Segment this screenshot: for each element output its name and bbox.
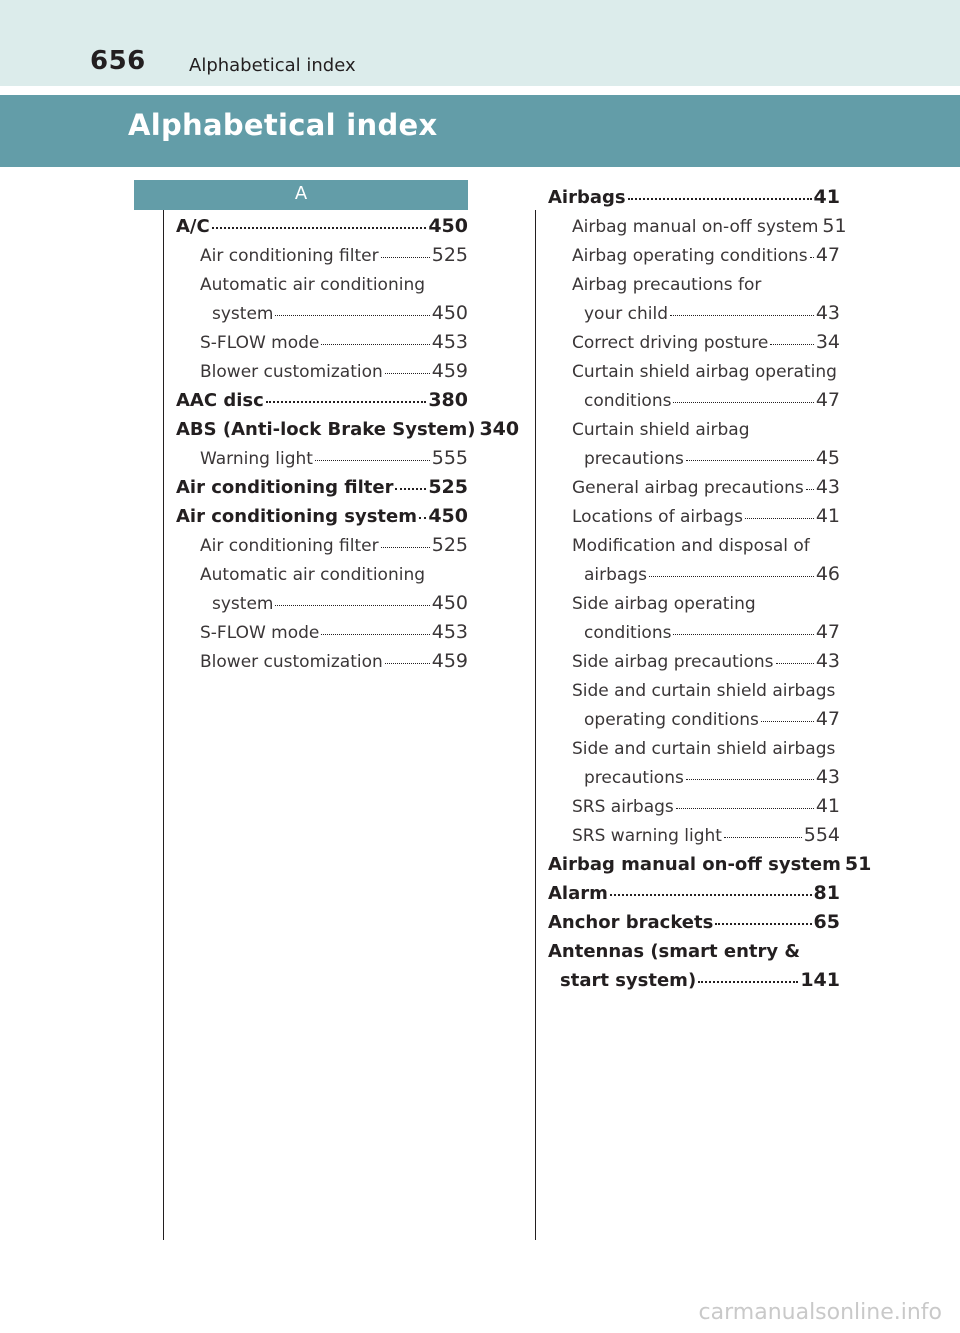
dot-leader: [673, 634, 813, 635]
dot-leader: [381, 547, 430, 548]
index-term: system: [212, 594, 274, 614]
dot-leader: [266, 401, 427, 403]
index-entry: [548, 270, 840, 299]
index-page-number: 34: [815, 331, 840, 353]
index-term: Side and curtain shield airbags: [572, 681, 836, 701]
index-term: Anchor brackets: [548, 912, 714, 933]
index-page-number: 525: [431, 534, 468, 556]
index-term: airbags: [584, 565, 647, 585]
right-column-rule: [535, 210, 536, 1240]
index-page-number: 450: [428, 215, 468, 237]
index-entry: [548, 937, 840, 966]
index-term: ABS (Anti-lock Brake System): [176, 419, 476, 440]
index-page-number: 41: [813, 186, 840, 208]
index-page-number: 45: [815, 447, 840, 469]
dot-leader: [698, 981, 798, 983]
index-term: Warning light: [200, 449, 313, 469]
index-entry: [176, 328, 468, 357]
index-term: conditions: [584, 623, 672, 643]
index-term: Correct driving posture: [572, 333, 769, 353]
page-number: 656: [90, 46, 146, 76]
index-page-number: 51: [822, 215, 847, 237]
dot-leader: [724, 837, 802, 838]
dot-leader: [419, 517, 426, 519]
index-entry: [548, 705, 840, 734]
index-page-number: 47: [815, 621, 840, 643]
index-page-number: 141: [800, 969, 840, 991]
index-term: Side and curtain shield airbags: [572, 739, 836, 759]
index-page-number: 450: [428, 505, 468, 527]
index-page-number: 43: [815, 650, 840, 672]
dot-leader: [686, 779, 814, 780]
index-term: General airbag precautions: [572, 478, 804, 498]
index-entry: [548, 647, 840, 676]
index-term: Automatic air conditioning: [200, 565, 426, 585]
index-entry: [176, 241, 468, 270]
dot-leader: [610, 894, 812, 896]
index-page-number: 453: [431, 331, 468, 353]
index-term: Air conditioning filter: [176, 477, 394, 498]
dot-leader: [806, 489, 814, 490]
index-term: Side airbag operating: [572, 594, 756, 614]
index-page-number: 43: [815, 302, 840, 324]
index-entry: [176, 473, 468, 502]
index-entry: [548, 763, 840, 792]
index-term: your child: [584, 304, 668, 324]
dot-leader: [649, 576, 814, 577]
index-entry: [548, 821, 840, 850]
index-entry: [176, 415, 520, 444]
index-page-number: 47: [815, 708, 840, 730]
running-head: Alphabetical index: [189, 55, 356, 76]
index-term: Modification and disposal of: [572, 536, 810, 556]
index-entry: [548, 386, 840, 415]
dot-leader: [381, 257, 430, 258]
dot-leader: [770, 344, 814, 345]
index-entry: [548, 879, 840, 908]
dot-leader: [673, 402, 813, 403]
index-entry: [548, 792, 840, 821]
index-entry: [548, 183, 840, 212]
index-entry: [176, 560, 468, 589]
index-entry: [176, 502, 468, 531]
index-term: Blower customization: [200, 652, 383, 672]
index-page-number: 525: [431, 244, 468, 266]
index-term: S-FLOW mode: [200, 333, 320, 353]
index-entry: [176, 386, 468, 415]
index-entry: [548, 908, 840, 937]
index-term: Airbag precautions for: [572, 275, 762, 295]
index-entry: [548, 328, 840, 357]
index-entry: [548, 241, 840, 270]
index-entry: [176, 212, 468, 241]
dot-leader: [745, 518, 814, 519]
index-entry: [176, 647, 468, 676]
index-entry: [176, 357, 468, 386]
index-page-number: 43: [815, 766, 840, 788]
dot-leader: [715, 923, 811, 925]
index-page-number: 554: [803, 824, 840, 846]
left-column-rule: [163, 210, 164, 1240]
index-column-right: [548, 183, 872, 995]
index-entry: [548, 212, 847, 241]
index-page-number: 47: [815, 244, 840, 266]
dot-leader: [776, 663, 814, 664]
dot-leader: [761, 721, 814, 722]
index-entry: [548, 734, 840, 763]
index-column-left: [176, 212, 520, 676]
index-term: Automatic air conditioning: [200, 275, 426, 295]
index-page-number: 47: [815, 389, 840, 411]
index-term: start system): [560, 970, 697, 991]
dot-leader: [670, 315, 814, 316]
index-page-number: 65: [813, 911, 840, 933]
index-term: precautions: [584, 449, 684, 469]
index-page-number: 340: [479, 418, 520, 440]
dot-leader: [385, 663, 430, 664]
index-entry: [176, 299, 468, 328]
index-term: AAC disc: [176, 390, 264, 411]
index-entry: [176, 589, 468, 618]
index-term: Blower customization: [200, 362, 383, 382]
index-entry: [548, 850, 872, 879]
index-entry: [548, 415, 840, 444]
dot-leader: [275, 605, 429, 606]
index-term: Air conditioning filter: [200, 536, 379, 556]
index-page-number: 453: [431, 621, 468, 643]
index-page-number: 43: [815, 476, 840, 498]
index-term: A/C: [176, 216, 210, 237]
dot-leader: [676, 808, 814, 809]
index-term: Air conditioning filter: [200, 246, 379, 266]
index-page-number: 525: [428, 476, 468, 498]
page-title: Alphabetical index: [128, 108, 438, 142]
index-page-number: 46: [815, 563, 840, 585]
index-page-number: 459: [431, 650, 468, 672]
index-term: Airbag operating conditions: [572, 246, 808, 266]
index-page-number: 41: [815, 505, 840, 527]
index-entry: [548, 560, 840, 589]
dot-leader: [315, 460, 430, 461]
index-term: system: [212, 304, 274, 324]
index-term: Curtain shield airbag: [572, 420, 750, 440]
index-term: Airbags: [548, 187, 626, 208]
index-page-number: 459: [431, 360, 468, 382]
index-term: Curtain shield airbag operating: [572, 362, 837, 382]
dot-leader: [212, 227, 427, 229]
index-page-number: 450: [431, 302, 468, 324]
index-term: Airbag manual on-off system: [572, 217, 819, 237]
index-entry: [548, 357, 840, 386]
section-letter-heading: A: [134, 180, 468, 210]
index-entry: [548, 966, 840, 995]
index-page-number: 51: [844, 853, 872, 875]
index-term: precautions: [584, 768, 684, 788]
index-entry: [548, 531, 840, 560]
index-page-number: 450: [431, 592, 468, 614]
index-page-number: 81: [813, 882, 840, 904]
index-entry: [176, 618, 468, 647]
index-entry: [548, 589, 840, 618]
index-term: SRS warning light: [572, 826, 722, 846]
index-entry: [548, 676, 840, 705]
dot-leader: [810, 257, 814, 258]
index-term: Antennas (smart entry &: [548, 941, 801, 962]
dot-leader: [321, 344, 429, 345]
index-entry: [548, 502, 840, 531]
dot-leader: [385, 373, 430, 374]
dot-leader: [628, 198, 812, 200]
index-entry: [176, 444, 468, 473]
dot-leader: [321, 634, 429, 635]
index-term: operating conditions: [584, 710, 759, 730]
dot-leader: [395, 488, 426, 490]
index-entry: [548, 473, 840, 502]
index-entry: [176, 531, 468, 560]
index-entry: [548, 299, 840, 328]
index-page-number: 380: [428, 389, 468, 411]
dot-leader: [686, 460, 814, 461]
index-term: S-FLOW mode: [200, 623, 320, 643]
index-entry: [548, 618, 840, 647]
index-term: Locations of airbags: [572, 507, 743, 527]
index-term: conditions: [584, 391, 672, 411]
index-term: Side airbag precautions: [572, 652, 774, 672]
index-term: Airbag manual on-off system: [548, 854, 841, 875]
watermark: carmanualsonline.info: [698, 1300, 942, 1325]
dot-leader: [275, 315, 429, 316]
index-entry: [176, 270, 468, 299]
index-page-number: 555: [431, 447, 468, 469]
index-term: Alarm: [548, 883, 608, 904]
index-term: SRS airbags: [572, 797, 674, 817]
index-entry: [548, 444, 840, 473]
index-page-number: 41: [815, 795, 840, 817]
index-term: Air conditioning system: [176, 506, 417, 527]
